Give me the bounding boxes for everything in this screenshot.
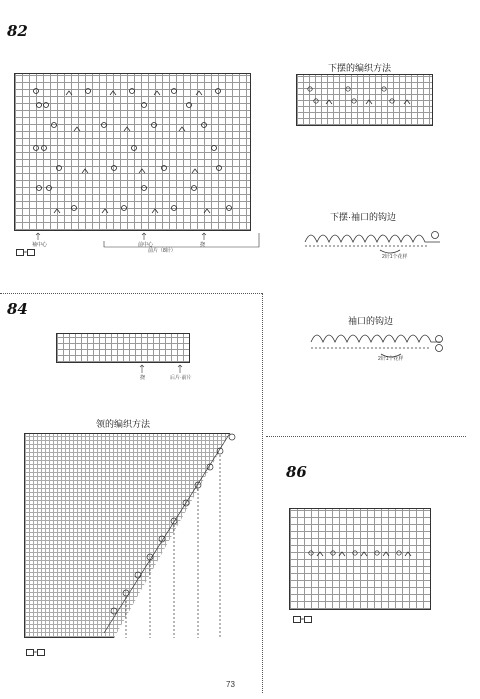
label-sleeve-center: 袖中心 xyxy=(32,242,48,248)
hem-cuff-edge-drawing xyxy=(300,222,450,262)
chart-84-grid xyxy=(56,333,190,363)
label-84-edge: 挠 xyxy=(140,375,146,381)
legend-collar: = xyxy=(26,649,45,656)
collar-method-shaping xyxy=(24,433,244,643)
cuff-edge-drawing xyxy=(296,326,456,364)
page-number: 73 xyxy=(226,680,235,689)
legend-86: = xyxy=(293,616,312,623)
cuff-edge-title: 袖口的钩边 xyxy=(348,316,394,326)
label-front-center: 前中心 xyxy=(138,242,154,248)
legend-symbol-box xyxy=(26,649,34,656)
legend-symbol-box xyxy=(37,649,45,656)
label-edge: 挠 xyxy=(200,242,206,248)
section-number-84: 84 xyxy=(7,300,28,318)
hem-method-title: 下摆的编织方法 xyxy=(328,63,392,73)
separator-84-86 xyxy=(266,436,466,437)
legend-symbol-box xyxy=(304,616,312,623)
section-number-82: 82 xyxy=(7,22,28,40)
label-repeat-82: 前片（8针） xyxy=(148,248,176,254)
label-84-repeat: 后片·前片 xyxy=(170,375,192,381)
hem-cuff-edge-note: 2针1个花样 xyxy=(382,254,408,260)
legend-82: = xyxy=(16,249,35,256)
chart-82-symbols xyxy=(14,73,251,231)
legend-symbol-box xyxy=(293,616,301,623)
legend-symbol-box xyxy=(16,249,24,256)
chart-82-arrows xyxy=(14,231,251,251)
hem-cuff-edge-title: 下摆·袖口的钩边 xyxy=(330,212,396,222)
chart-86-symbols xyxy=(289,508,431,610)
section-number-86: 86 xyxy=(286,463,307,481)
separator-vertical xyxy=(262,293,263,693)
hem-method-symbols xyxy=(296,74,433,126)
collar-method-title: 领的编织方法 xyxy=(96,419,151,429)
cuff-edge-note: 2针1个花样 xyxy=(378,356,404,362)
separator-82-84 xyxy=(0,293,262,294)
legend-symbol-box xyxy=(27,249,35,256)
